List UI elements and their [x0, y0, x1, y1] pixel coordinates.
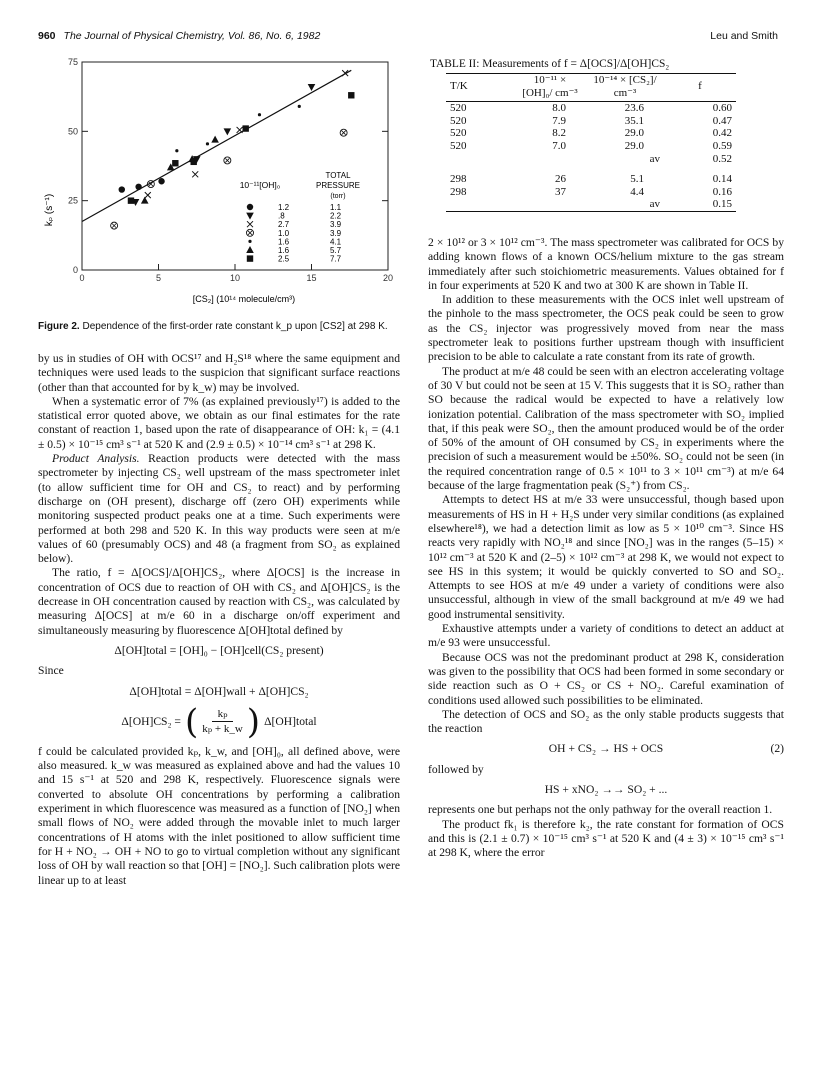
data-point-circle: [119, 186, 125, 192]
legend-oh-value: 1.2: [278, 203, 290, 212]
data-point-circle-x: [340, 129, 347, 136]
data-point-circle-x: [247, 229, 254, 236]
legend-pressure-value: 7.7: [330, 254, 342, 264]
page-number: 960: [38, 30, 56, 42]
data-point-x: [192, 171, 198, 177]
data-point-dot: [298, 105, 301, 108]
running-header: [38, 30, 320, 42]
left-paren: (: [184, 701, 199, 742]
eq3-rhs: Δ[OH]total: [264, 714, 317, 728]
left-paragraph-1: by us in studies of OH with OCS¹⁷ and H₂S¹⁸ where the same equipment and techniques were used leads to the suspicion that significant surface reactions (other than that accounted for by k_w) may be involved.: [38, 352, 400, 394]
fit-line: [82, 70, 351, 221]
table-cell: 4.4: [630, 185, 644, 198]
eq3-denominator: kₚ + k_w: [202, 723, 243, 736]
right-paragraph-8: represents one but perhaps not the only pathway for the overall reaction 1.: [428, 803, 773, 817]
table-average-row: [446, 198, 736, 211]
average-value: 0.52: [712, 152, 732, 165]
table-cell: 37: [554, 185, 566, 198]
equation-oh-total: Δ[OH]total = [OH]₀ − [OH]cell(CS₂ present): [114, 643, 324, 657]
y-tick-label: 50: [67, 126, 78, 137]
data-point-triangle-down: [224, 128, 232, 135]
th-temp: T/K: [446, 74, 514, 102]
th-oh: 10⁻¹¹ × [OH]₀/ cm⁻³: [514, 74, 586, 102]
legend-oh-value: .8: [278, 211, 285, 221]
since-word: Since: [38, 664, 64, 678]
table-cell: 35.1: [624, 114, 644, 127]
legend-title-total: TOTAL: [325, 171, 351, 180]
average-value: 0.15: [712, 198, 732, 211]
table-row: [446, 115, 736, 128]
average-label: av: [649, 198, 660, 211]
table-cell: 0.59: [712, 139, 732, 152]
legend-pressure-value: 2.2: [330, 211, 342, 221]
journal-name: The Journal of Physical Chemistry, Vol. 86, No. 6, 1982: [63, 30, 321, 42]
y-tick-label: 0: [72, 265, 78, 275]
data-point-triangle-up: [246, 246, 254, 253]
table-cell: 26: [554, 173, 566, 186]
table-cell: 520: [450, 102, 467, 115]
data-point-square: [348, 92, 354, 98]
equation-hs-no2: HS + xNO₂ →→ SO₂ + ...: [544, 782, 668, 796]
table-cell: 5.1: [630, 173, 644, 186]
y-tick-label: 75: [67, 57, 78, 67]
table-cell: 29.0: [624, 127, 644, 140]
plot-frame: [82, 62, 388, 270]
table-cell: 7.0: [552, 139, 566, 152]
data-point-dot: [258, 113, 261, 116]
x-tick-label: 0: [79, 273, 85, 283]
right-paragraph-5: Exhaustive attempts under a variety of conditions to detect an adduct at m/e 93 were unsuccessful.: [428, 622, 784, 650]
figure-caption: [38, 321, 400, 334]
table-average-row: [446, 153, 736, 166]
table-row: [446, 173, 736, 186]
right-paragraph-6: Because OCS was not the predominant product at 298 K, consideration was given to the possibility that OCS had been formed in some secondary or side reaction such as O + CS₂ or CS + NO₂. Careful examination of conditions used allowed such possibilities to be eliminated.: [428, 650, 784, 707]
table-spacer: [446, 165, 736, 173]
legend-oh-value: 2.5: [278, 254, 290, 264]
legend-title-pressure: PRESSURE: [315, 181, 361, 190]
table-cell: 0.47: [712, 114, 732, 127]
table-title: TABLE II: Measurements of f = Δ[OCS]/Δ[OH]CS₂: [430, 58, 670, 70]
data-point-dot: [248, 240, 251, 243]
x-axis-label: [CS₂] (10¹⁴ molecule/cm³): [192, 294, 296, 304]
table-cell: 298: [450, 173, 467, 186]
equation-2-body: OH + CS₂ → HS + OCS: [548, 742, 664, 756]
right-paragraph-7: The detection of OCS and SO₂ as the only stable products suggests that the reaction: [428, 707, 784, 736]
caption-text: Dependence of the first-order rate constant k_p upon [CS2] at 298 K.: [82, 321, 388, 332]
data-point-dot: [175, 149, 178, 152]
equation-2: [428, 742, 784, 756]
table-2: [428, 58, 736, 212]
data-point-square: [247, 255, 253, 261]
equation-oh-cs2: [38, 701, 400, 742]
legend-oh-value: 2.7: [278, 220, 290, 230]
right-paragraph-9: The product fk₁ is therefore k₂, the rate constant for formation of OCS and this is (2.1 ± 0.7) × 10⁻¹⁵ cm³ s⁻¹ at 520 K and (4 ± 3) × 10⁻¹⁵ cm³ s⁻¹ at 298 K, where the error: [428, 817, 784, 860]
right-paragraph-4: Attempts to detect HS at m/e 33 were unsuccessful, though based upon measurements of HS in H + H₂S under very similar conditions (as explained elsewhere¹⁸), we had a detection limit as low as 5 × 10¹⁰ cm⁻³. Since HS reacts very rapidly with NO₂¹⁸ and since [NO₂] was in the ranges (5–15) × 10¹² cm⁻³ at 520 K and (2–5) × 10¹² cm⁻³ at 298 K, we would not expect to see HS in this system; it would be quickly converted to SO and SO₂. Attempts to see HOS at m/e 49 under a variety of conditions were also unsuccessful, although in view of the small background at m/e 49 we had good instrumental sensitivity.: [428, 493, 784, 621]
data-point-x: [145, 192, 151, 198]
legend-oh-value: 1.6: [278, 237, 290, 247]
right-paragraph-2: In addition to these measurements with the OCS inlet well upstream of the pinhole to the mass spectrometer, the OCS peak could be seen to grow as the CS₂ injector was progressively moved from near the mass spectrometer leak to positions further upstream though with insufficient precision to be able to calculate a rate constant from its rate of growth.: [428, 293, 784, 364]
table-row: [446, 102, 736, 115]
table-cell: 0.42: [712, 127, 732, 140]
data-point-square: [190, 159, 196, 165]
left-paragraph-3-body: Reaction products were detected with the mass spectrometer by injecting CS₂ well upstream of the mass spectrometer inlet (to allow sufficient time for OH and CS₂ to react) and by performing discharge on (OH present), discharge off (zero OH) experiments while monitoring suspected product peaks one at a time. Such experiments were performed at both 298 and 520 K. In this way products were seen at m/e values of 60 (presumably OCS) and 48 (a fragment from SO₂ as explained below).: [38, 452, 401, 566]
data-point-triangle-up: [211, 136, 219, 143]
x-tick-label: 10: [229, 273, 241, 283]
data-point-triangle-down: [246, 213, 254, 220]
eq3-fraction: [202, 707, 243, 737]
table-cell: 520: [450, 139, 467, 152]
data-point-dot: [206, 142, 209, 145]
data-point-square: [128, 197, 134, 203]
table-cell: 8.2: [552, 127, 566, 140]
table-cell: 520: [450, 114, 467, 127]
data-point-x: [247, 221, 253, 227]
x-tick-label: 15: [306, 273, 317, 283]
data-point-square: [172, 160, 178, 166]
table-cell: 7.9: [552, 114, 566, 127]
table-cell: 23.6: [624, 102, 644, 115]
left-column: [38, 352, 400, 888]
left-paragraph-5: f could be calculated provided kₚ, k_w, and [OH]₀, all defined above, were also measured. k_w was measured as explained above and had the values 10 and 15 s⁻¹ at 520 and 298 K, respectively. Fluorescence signals were converted to absolute OH concentrations by performing a calibration experiment in which fluorescence was measured as a function of [NO₂] when small flows of NO₂ were added through the movable inlet to much larger concentrations of H atoms with the inlet positioned to allow sufficient time for H + NO₂ → OH + NO to go to virtual completion without any significant loss of OH by wall reaction so that [OH] = [NO₂]. Such calibration plots were linear up to at least: [38, 744, 400, 887]
legend-pressure-value: 3.9: [330, 228, 342, 238]
table-cell: 520: [450, 127, 467, 140]
x-tick-label: 20: [382, 273, 394, 283]
legend-pressure-value: 5.7: [330, 246, 342, 255]
equation-oh-sum: Δ[OH]total = Δ[OH]wall + Δ[OH]CS₂: [129, 684, 309, 698]
right-paragraph-3: The product at m/e 48 could be seen with an electron accelerating voltage of 30 V but could not be seen at 15 V. This suggests that it is SO₂ rather than SO because the radical would be expected to have a relatively low ionization potential. Calibration of the mass spectrometer with SO₂ implied that, if this peak were SO₂, then the amount produced would be of the order of 50% of the amount of OH consumed by CS₂ in experiments where the precision of such a measurement would be ±50%. SO₂ could not be seen (in the required concentration range of 0.5 × 10¹¹ to 3 × 10¹¹ cm⁻³) at m/e 64 because of the large fragmentation peak (S₂⁺) from CS₂.: [428, 364, 784, 493]
table-row: [446, 127, 736, 140]
data-point-square: [243, 125, 249, 131]
table-row: [446, 140, 736, 153]
legend-pressure-value: 4.1: [330, 237, 342, 247]
table-2-grid: [446, 73, 736, 212]
left-paragraph-3: [38, 452, 400, 566]
eq3-lhs: Δ[OH]CS₂ =: [121, 714, 181, 728]
table-cell: 0.16: [712, 185, 732, 198]
right-paren: ): [246, 701, 261, 742]
right-paragraph-1: 2 × 10¹² or 3 × 10¹² cm⁻³. The mass spectrometer was calibrated for OCS by adding known flows of a known OCS/helium mixture to the gas stream immediately after such stoichiometric measurements. Values obtained for f in four experiments at 520 K and two at 300 K are shown in Table II.: [428, 236, 784, 292]
table-cell: 0.14: [712, 173, 732, 186]
th-cs2: 10⁻¹⁴ × [CS₂]/ cm⁻³: [586, 74, 664, 102]
legend-pressure-value: 1.1: [330, 203, 342, 212]
x-tick-label: 5: [155, 273, 162, 283]
y-axis-label: kₚ (s⁻¹): [44, 193, 55, 227]
data-point-circle-x: [111, 222, 118, 229]
legend-oh-header: 10⁻¹¹[OH]₀: [239, 180, 281, 190]
eq3-numerator: kₚ: [212, 707, 234, 722]
data-point-triangle-down: [308, 84, 316, 91]
equation-2-number: (2): [770, 742, 784, 756]
data-point-circle: [247, 204, 253, 210]
legend-oh-value: 1.0: [278, 228, 290, 238]
authors-header: Leu and Smith: [710, 30, 778, 42]
table-row: [446, 186, 736, 199]
legend-oh-value: 1.6: [278, 246, 290, 255]
table-cell: 298: [450, 185, 467, 198]
table-cell: 0.60: [712, 102, 732, 115]
data-point-x: [237, 127, 243, 133]
data-point-circle: [158, 178, 164, 184]
left-paragraph-2: When a systematic error of 7% (as explained previously¹⁷) is added to the statistical error quoted above, we obtain as our final estimates for the rate constant of reaction 1, based upon the rate of disappearance of OH: k₁ = (4.1 ± 0.5) × 10⁻¹⁵ cm³ s⁻¹ at 520 K and (2.9 ± 0.5) × 10⁻¹⁴ cm³ s⁻¹ at 298 K.: [38, 394, 400, 451]
y-tick-label: 25: [67, 195, 78, 206]
section-lead: Product Analysis.: [52, 452, 140, 466]
table-cell: 29.0: [624, 139, 644, 152]
data-point-triangle-up: [141, 197, 149, 204]
legend-pressure-value: 3.9: [330, 220, 342, 230]
data-point-circle-x: [224, 157, 231, 164]
table-cell: 8.0: [552, 102, 566, 115]
th-f: f: [664, 74, 736, 102]
caption-label: Figure 2.: [38, 321, 80, 332]
left-paragraph-4: The ratio, f = Δ[OCS]/Δ[OH]CS₂, where Δ[OCS] is the increase in concentration of OCS due to reaction of OH with CS₂ and Δ[OH]CS₂ is the decrease in OH concentration caused by reaction with CS₂, was calculated by measuring Δ[OCS] at m/e 60 in a discharge on/off experiment and simultaneously measuring by fluorescence Δ[OH]total defined by: [38, 566, 400, 637]
data-point-circle: [135, 184, 141, 190]
legend-title-unit: (torr): [330, 193, 346, 200]
average-label: av: [649, 152, 660, 165]
figure-2-chart: [38, 52, 400, 314]
right-column: [428, 236, 784, 860]
followed-by: followed by: [428, 762, 484, 776]
